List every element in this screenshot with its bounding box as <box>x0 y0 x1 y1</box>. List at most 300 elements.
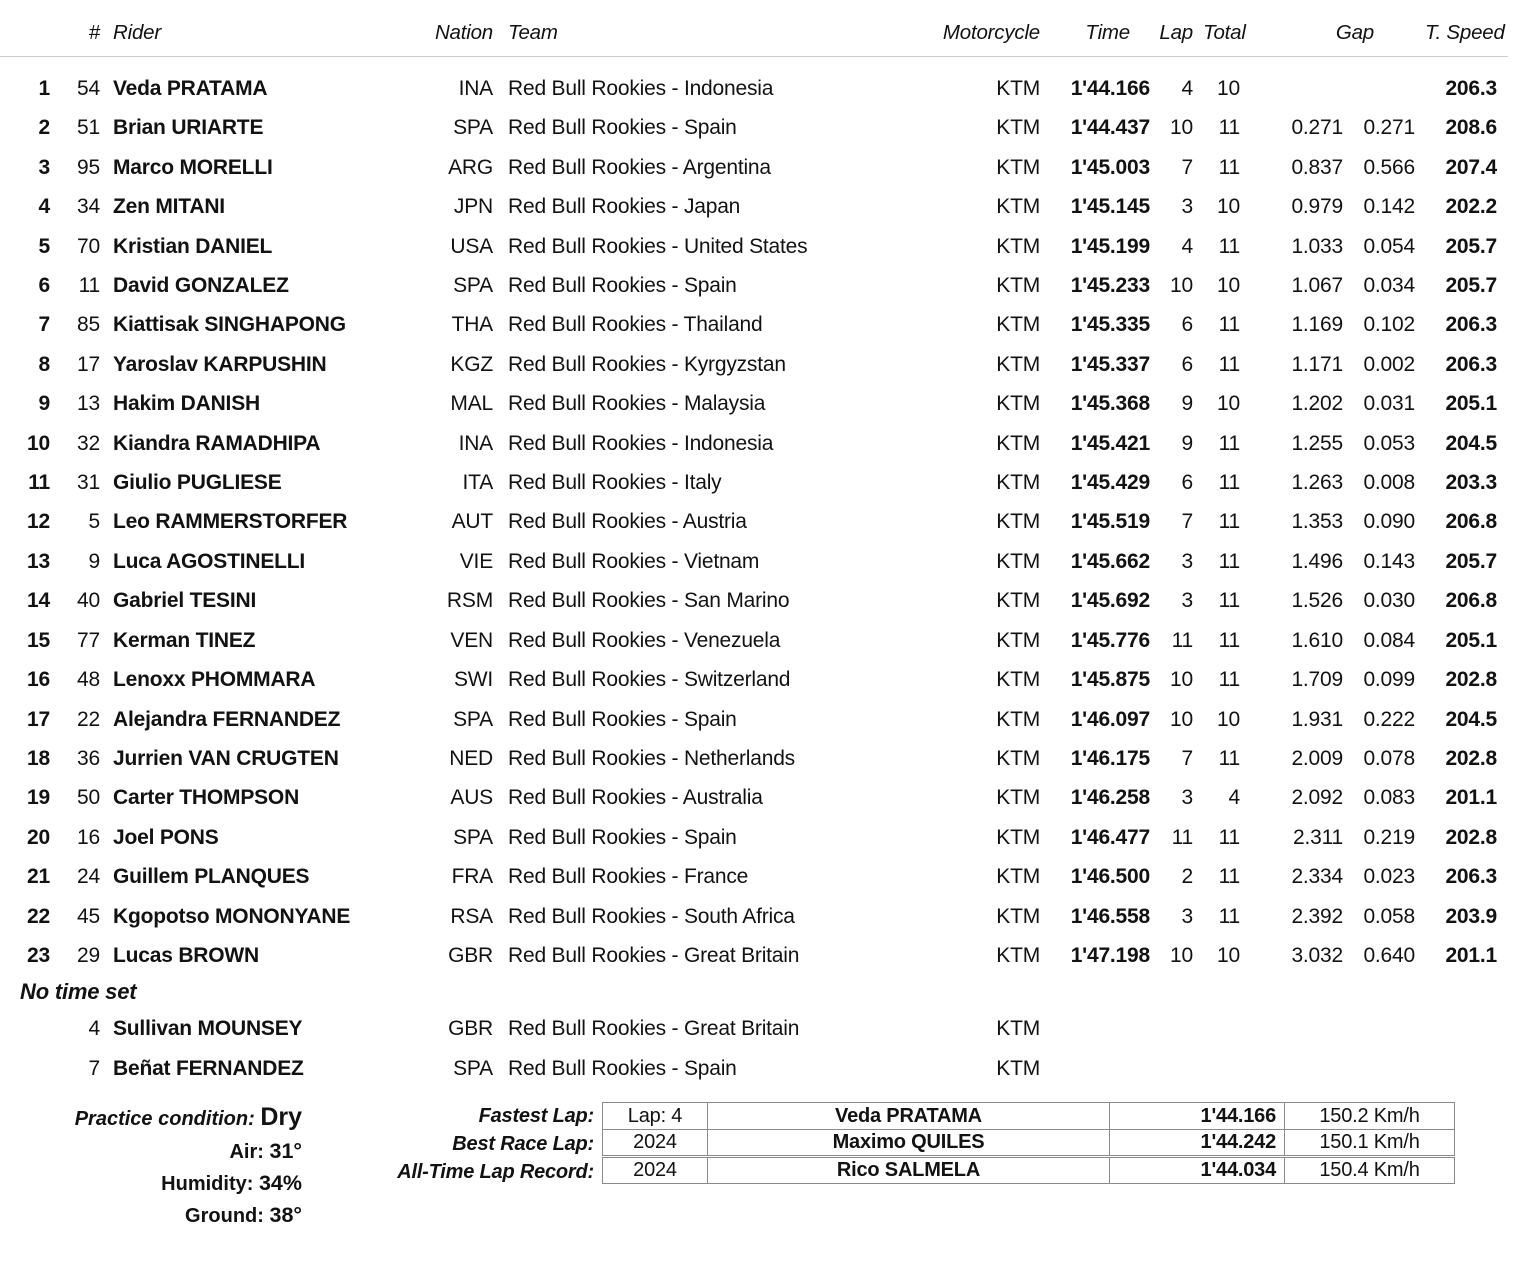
result-row <box>0 384 1508 423</box>
lap-time: 1'47.198 <box>1070 943 1150 967</box>
lap: 10 <box>1170 116 1193 140</box>
result-row <box>0 1049 1508 1089</box>
top-speed: 205.7 <box>1445 549 1497 573</box>
record-detail: 2024 <box>603 1157 708 1184</box>
lap-time: 1'44.166 <box>1070 77 1150 100</box>
header-position <box>0 0 55 56</box>
position: 5 <box>38 234 50 258</box>
lap: 4 <box>1181 234 1193 258</box>
team: Red Bull Rookies - Spain <box>508 116 737 140</box>
top-speed: 204.5 <box>1445 707 1497 731</box>
lap: 6 <box>1181 471 1193 495</box>
result-row <box>0 936 1508 975</box>
lap-time: 1'45.233 <box>1070 274 1150 298</box>
result-row <box>0 660 1508 699</box>
rider-number: 7 <box>88 1057 100 1081</box>
motorcycle: KTM <box>996 904 1040 928</box>
rider-name: Kiattisak SINGHAPONG <box>113 313 346 337</box>
rider-name: Marco MORELLI <box>113 155 273 179</box>
gap-to-previous: 0.054 <box>1363 234 1415 258</box>
rider-name: Lenoxx PHOMMARA <box>113 668 316 692</box>
nation: INA <box>458 77 493 100</box>
top-speed: 207.4 <box>1445 155 1497 179</box>
rider-name: Yaroslav KARPUSHIN <box>113 352 327 376</box>
motorcycle: KTM <box>996 392 1040 416</box>
gap-to-first: 1.931 <box>1291 707 1343 731</box>
total-laps: 10 <box>1217 77 1240 100</box>
rider-number: 17 <box>77 352 100 376</box>
lap-time: 1'45.421 <box>1070 431 1150 455</box>
gap-to-previous: 0.566 <box>1363 155 1415 179</box>
team: Red Bull Rookies - France <box>508 865 749 889</box>
rider-number: 95 <box>77 155 100 179</box>
header-total: Total <box>1202 0 1249 56</box>
top-speed: 205.1 <box>1445 628 1497 652</box>
record-label: All-Time Lap Record: <box>397 1161 594 1183</box>
record-time: 1'44.034 <box>1110 1157 1285 1184</box>
rider-number: 34 <box>77 195 100 219</box>
rider-number: 36 <box>77 746 100 770</box>
total-laps: 11 <box>1218 352 1240 376</box>
rider-number: 45 <box>77 904 100 928</box>
team: Red Bull Rookies - Vietnam <box>508 549 760 573</box>
total-laps: 11 <box>1218 589 1240 613</box>
motorcycle: KTM <box>996 510 1040 534</box>
team: Red Bull Rookies - Spain <box>508 825 737 849</box>
air-label: Air: <box>229 1141 264 1163</box>
lap-time: 1'46.175 <box>1070 746 1150 770</box>
humidity-label: Humidity: <box>161 1173 254 1195</box>
rider-number: 24 <box>77 865 100 889</box>
rider-number: 16 <box>77 825 100 849</box>
top-speed: 206.3 <box>1445 313 1497 337</box>
team: Red Bull Rookies - Spain <box>508 707 737 731</box>
nation: SPA <box>453 825 493 849</box>
position: 19 <box>27 786 50 810</box>
top-speed: 208.6 <box>1445 116 1497 140</box>
team: Red Bull Rookies - Indonesia <box>508 431 774 455</box>
position: 21 <box>27 865 50 889</box>
nation: FRA <box>451 865 493 889</box>
lap-time: 1'45.335 <box>1070 313 1150 337</box>
gap-to-first: 1.353 <box>1291 510 1343 534</box>
gap-to-first: 0.979 <box>1291 195 1343 219</box>
gap-to-first: 2.009 <box>1291 746 1343 770</box>
team: Red Bull Rookies - Spain <box>508 274 737 298</box>
record-rider: Veda PRATAMA <box>708 1103 1110 1130</box>
nation: VIE <box>459 549 493 573</box>
result-row <box>0 897 1508 936</box>
lap-time: 1'46.258 <box>1070 786 1150 810</box>
lap: 10 <box>1170 707 1193 731</box>
lap-time: 1'45.003 <box>1070 155 1150 179</box>
lap <box>1157 1009 1202 1049</box>
gap-to-previous: 0.002 <box>1363 352 1415 376</box>
rider-number: 85 <box>77 313 100 337</box>
position: 6 <box>38 274 50 298</box>
motorcycle: KTM <box>996 471 1040 495</box>
team: Red Bull Rookies - Great Britain <box>508 1017 800 1041</box>
team: Red Bull Rookies - Malaysia <box>508 392 766 416</box>
nation: RSM <box>446 589 493 613</box>
motorcycle: KTM <box>996 274 1040 298</box>
team: Red Bull Rookies - Austria <box>508 510 747 534</box>
record-label: Best Race Lap: <box>452 1133 594 1155</box>
top-speed: 205.7 <box>1445 274 1497 298</box>
gap-to-previous: 0.078 <box>1363 746 1415 770</box>
gap-to-first: 0.837 <box>1291 155 1343 179</box>
total-laps: 10 <box>1217 195 1240 219</box>
lap: 9 <box>1181 431 1193 455</box>
result-row <box>0 463 1508 502</box>
result-row <box>0 1009 1508 1049</box>
nation: INA <box>458 431 493 455</box>
gap-to-previous: 0.023 <box>1363 865 1415 889</box>
lap-time: 1'45.199 <box>1070 234 1150 258</box>
motorcycle: KTM <box>996 116 1040 140</box>
lap-time: 1'45.875 <box>1070 668 1150 692</box>
top-speed: 206.3 <box>1445 77 1497 100</box>
gap-to-previous: 0.084 <box>1363 628 1415 652</box>
total-laps <box>1202 1009 1249 1049</box>
rider-number: 50 <box>77 786 100 810</box>
gap-to-previous: 0.090 <box>1363 510 1415 534</box>
gap-to-previous: 0.031 <box>1363 392 1415 416</box>
gap-to-previous: 0.143 <box>1363 549 1415 573</box>
record-time: 1'44.166 <box>1110 1103 1285 1130</box>
rider-name: Carter THOMPSON <box>113 786 300 810</box>
motorcycle: KTM <box>996 155 1040 179</box>
gap-to-first <box>1249 1009 1352 1049</box>
rider-number: 40 <box>77 589 100 613</box>
total-laps: 11 <box>1218 628 1240 652</box>
record-row <box>603 1157 1455 1184</box>
humidity-value: 34% <box>258 1171 302 1195</box>
air-value: 31° <box>269 1139 302 1163</box>
lap <box>1157 1049 1202 1089</box>
gap-to-previous: 0.008 <box>1363 471 1415 495</box>
total-laps: 11 <box>1218 510 1240 534</box>
lap-time: 1'45.662 <box>1070 549 1150 573</box>
nation: THA <box>451 313 493 337</box>
rider-number: 11 <box>78 274 100 298</box>
position: 7 <box>38 313 50 337</box>
rider-number: 48 <box>77 668 100 692</box>
motorcycle: KTM <box>996 431 1040 455</box>
total-laps: 11 <box>1218 234 1240 258</box>
lap: 7 <box>1181 746 1193 770</box>
total-laps: 11 <box>1218 471 1240 495</box>
team: Red Bull Rookies - Argentina <box>508 155 771 179</box>
total-laps: 11 <box>1218 431 1240 455</box>
total-laps: 4 <box>1228 786 1240 810</box>
team: Red Bull Rookies - Thailand <box>508 313 763 337</box>
motorcycle: KTM <box>996 589 1040 613</box>
rider-name: Kerman TINEZ <box>113 628 256 652</box>
motorcycle: KTM <box>996 786 1040 810</box>
gap-to-previous: 0.640 <box>1363 943 1415 967</box>
rider-number: 9 <box>88 549 100 573</box>
motorcycle: KTM <box>996 865 1040 889</box>
nation: RSA <box>450 904 493 928</box>
team: Red Bull Rookies - Switzerland <box>508 668 791 692</box>
gap-to-first: 1.255 <box>1291 431 1343 455</box>
result-row <box>0 857 1508 896</box>
gap-to-previous: 0.083 <box>1363 786 1415 810</box>
lap-time: 1'45.337 <box>1070 352 1150 376</box>
header-spacer <box>0 56 1508 69</box>
gap-to-previous: 0.034 <box>1363 274 1415 298</box>
result-row <box>0 700 1508 739</box>
top-speed <box>1424 1049 1508 1089</box>
rider-name: Alejandra FERNANDEZ <box>113 707 341 731</box>
lap: 3 <box>1181 904 1193 928</box>
top-speed <box>1424 1009 1508 1049</box>
total-laps: 11 <box>1218 116 1240 140</box>
result-row <box>0 227 1508 266</box>
position: 2 <box>38 116 50 140</box>
rider-number: 4 <box>88 1017 100 1041</box>
top-speed: 202.2 <box>1445 195 1497 219</box>
nation: GBR <box>448 1017 493 1041</box>
result-row <box>0 148 1508 187</box>
total-laps: 10 <box>1217 943 1240 967</box>
rider-name: Joel PONS <box>113 825 219 849</box>
nation: USA <box>450 234 493 258</box>
lap: 7 <box>1181 155 1193 179</box>
result-row <box>0 621 1508 660</box>
rider-name: Lucas BROWN <box>113 943 259 967</box>
result-row <box>0 502 1508 541</box>
nation: SPA <box>453 1057 493 1081</box>
results-body <box>0 56 1508 975</box>
position <box>0 1009 55 1049</box>
top-speed: 203.3 <box>1445 471 1497 495</box>
nation: SWI <box>453 668 493 692</box>
header-row <box>0 0 1508 56</box>
total-laps: 10 <box>1217 707 1240 731</box>
result-row <box>0 739 1508 778</box>
result-row <box>0 266 1508 305</box>
position: 12 <box>27 510 50 534</box>
lap: 11 <box>1171 825 1193 849</box>
position: 10 <box>27 431 50 455</box>
top-speed: 206.3 <box>1445 865 1497 889</box>
result-row <box>0 345 1508 384</box>
team: Red Bull Rookies - South Africa <box>508 904 795 928</box>
gap-to-first: 2.311 <box>1293 825 1343 849</box>
rider-name: Zen MITANI <box>113 195 225 219</box>
lap: 10 <box>1170 274 1193 298</box>
lap-time: 1'45.692 <box>1070 589 1150 613</box>
motorcycle: KTM <box>996 707 1040 731</box>
top-speed: 206.8 <box>1445 510 1497 534</box>
header-number: # <box>55 0 105 56</box>
rider-number: 22 <box>77 707 100 731</box>
rider-name: Hakim DANISH <box>113 392 260 416</box>
gap-to-previous <box>1352 1009 1424 1049</box>
gap-to-previous <box>1352 1049 1424 1089</box>
no-time-table <box>0 1009 1508 1089</box>
rider-number: 5 <box>88 510 100 534</box>
practice-condition-label: Practice condition: <box>74 1108 255 1130</box>
total-laps: 11 <box>1218 904 1240 928</box>
gap-to-first: 1.526 <box>1291 589 1343 613</box>
rider-number: 54 <box>77 77 100 100</box>
header-gap: Gap <box>1249 0 1424 56</box>
motorcycle: KTM <box>996 549 1040 573</box>
lap: 11 <box>1171 628 1193 652</box>
gap-to-first: 1.263 <box>1291 471 1343 495</box>
motorcycle: KTM <box>996 825 1040 849</box>
top-speed: 205.7 <box>1445 234 1497 258</box>
rider-name: Giulio PUGLIESE <box>113 471 282 495</box>
gap-to-first: 1.202 <box>1291 392 1343 416</box>
total-laps: 11 <box>1218 865 1240 889</box>
motorcycle: KTM <box>996 195 1040 219</box>
nation: ITA <box>462 471 493 495</box>
motorcycle: KTM <box>996 234 1040 258</box>
top-speed: 206.8 <box>1445 589 1497 613</box>
gap-to-first: 0.271 <box>1291 116 1343 140</box>
lap-time: 1'45.776 <box>1070 628 1150 652</box>
lap: 3 <box>1181 786 1193 810</box>
position: 18 <box>27 746 50 770</box>
result-row <box>0 187 1508 226</box>
gap-to-first: 1.033 <box>1291 234 1343 258</box>
motorcycle: KTM <box>996 313 1040 337</box>
team: Red Bull Rookies - Japan <box>508 195 741 219</box>
lap: 6 <box>1181 352 1193 376</box>
top-speed: 201.1 <box>1445 943 1497 967</box>
records-table <box>602 1102 1455 1184</box>
team: Red Bull Rookies - Great Britain <box>508 943 800 967</box>
nation: SPA <box>453 116 493 140</box>
gap-to-first <box>1249 1049 1352 1089</box>
records-body <box>603 1103 1455 1184</box>
lap: 3 <box>1181 195 1193 219</box>
position <box>0 1049 55 1089</box>
lap-time: 1'46.500 <box>1070 865 1150 889</box>
ground-label: Ground: <box>185 1205 264 1227</box>
ground-line <box>0 1200 302 1232</box>
motorcycle: KTM <box>996 746 1040 770</box>
lap: 6 <box>1181 313 1193 337</box>
gap-to-previous: 0.102 <box>1363 313 1415 337</box>
rider-name: Kgopotso MONONYANE <box>113 904 351 928</box>
record-rider: Maximo QUILES <box>708 1130 1110 1157</box>
lap-time: 1'46.477 <box>1070 825 1150 849</box>
gap-to-first: 2.092 <box>1291 786 1343 810</box>
header-rider: Rider <box>105 0 420 56</box>
nation: KGZ <box>450 352 493 376</box>
gap-to-first: 1.496 <box>1291 549 1343 573</box>
top-speed: 202.8 <box>1445 668 1497 692</box>
position: 13 <box>27 549 50 573</box>
no-time-set-label: No time set <box>20 979 137 1005</box>
header-motorcycle: Motorcycle <box>925 0 1045 56</box>
header-lap: Lap <box>1157 0 1202 56</box>
result-row <box>0 581 1508 620</box>
motorcycle: KTM <box>996 668 1040 692</box>
lap-time <box>1045 1049 1157 1089</box>
nation: VEN <box>450 628 493 652</box>
top-speed: 202.8 <box>1445 746 1497 770</box>
team: Red Bull Rookies - Australia <box>508 786 763 810</box>
gap-to-previous: 0.058 <box>1363 904 1415 928</box>
nation: AUS <box>450 786 493 810</box>
rider-name: Kristian DANIEL <box>113 234 273 258</box>
rider-number: 31 <box>77 471 100 495</box>
total-laps: 10 <box>1217 392 1240 416</box>
gap-to-first: 3.032 <box>1291 943 1343 967</box>
position: 4 <box>38 195 50 219</box>
gap-to-first: 2.392 <box>1291 904 1343 928</box>
rider-number: 77 <box>77 628 100 652</box>
nation: SPA <box>453 707 493 731</box>
header-top-speed: T. Speed <box>1424 0 1508 56</box>
record-speed: 150.1 Km/h <box>1285 1130 1455 1157</box>
gap-to-previous: 0.271 <box>1363 116 1415 140</box>
rider-number: 70 <box>77 234 100 258</box>
record-detail: 2024 <box>603 1130 708 1157</box>
result-row <box>0 542 1508 581</box>
rider-name: Luca AGOSTINELLI <box>113 549 306 573</box>
gap-to-previous: 0.222 <box>1363 707 1415 731</box>
rider-number: 29 <box>77 943 100 967</box>
total-laps: 11 <box>1218 825 1240 849</box>
result-row <box>0 108 1508 147</box>
lap: 7 <box>1181 510 1193 534</box>
top-speed: 201.1 <box>1445 786 1497 810</box>
position: 9 <box>38 392 50 416</box>
rider-number: 32 <box>77 431 100 455</box>
motorcycle: KTM <box>996 352 1040 376</box>
motorcycle: KTM <box>996 1057 1040 1081</box>
position: 14 <box>27 589 50 613</box>
total-laps <box>1202 1049 1249 1089</box>
gap-to-first: 1.067 <box>1291 274 1343 298</box>
record-row <box>603 1130 1455 1157</box>
lap-time: 1'45.145 <box>1070 195 1150 219</box>
team: Red Bull Rookies - Kyrgyzstan <box>508 352 786 376</box>
gap-to-first: 1.169 <box>1291 313 1343 337</box>
lap-time: 1'45.368 <box>1070 392 1150 416</box>
position: 20 <box>27 825 50 849</box>
result-row <box>0 424 1508 463</box>
team: Red Bull Rookies - Spain <box>508 1057 737 1081</box>
motorcycle: KTM <box>996 943 1040 967</box>
position: 1 <box>38 77 50 100</box>
gap-to-first: 1.610 <box>1291 628 1343 652</box>
lap-time: 1'45.429 <box>1070 471 1150 495</box>
practice-condition-value: Dry <box>260 1103 302 1131</box>
top-speed: 203.9 <box>1445 904 1497 928</box>
record-label: Fastest Lap: <box>478 1105 594 1127</box>
record-speed: 150.4 Km/h <box>1285 1157 1455 1184</box>
header-time: Time <box>1045 0 1157 56</box>
team: Red Bull Rookies - Indonesia <box>508 77 774 100</box>
header-team: Team <box>495 0 925 56</box>
team: Red Bull Rookies - Netherlands <box>508 746 795 770</box>
record-speed: 150.2 Km/h <box>1285 1103 1455 1130</box>
lap-time: 1'44.437 <box>1070 116 1150 140</box>
lap: 3 <box>1181 549 1193 573</box>
lap-time: 1'46.558 <box>1070 904 1150 928</box>
position: 23 <box>27 943 50 967</box>
nation: MAL <box>450 392 493 416</box>
nation: ARG <box>448 155 493 179</box>
